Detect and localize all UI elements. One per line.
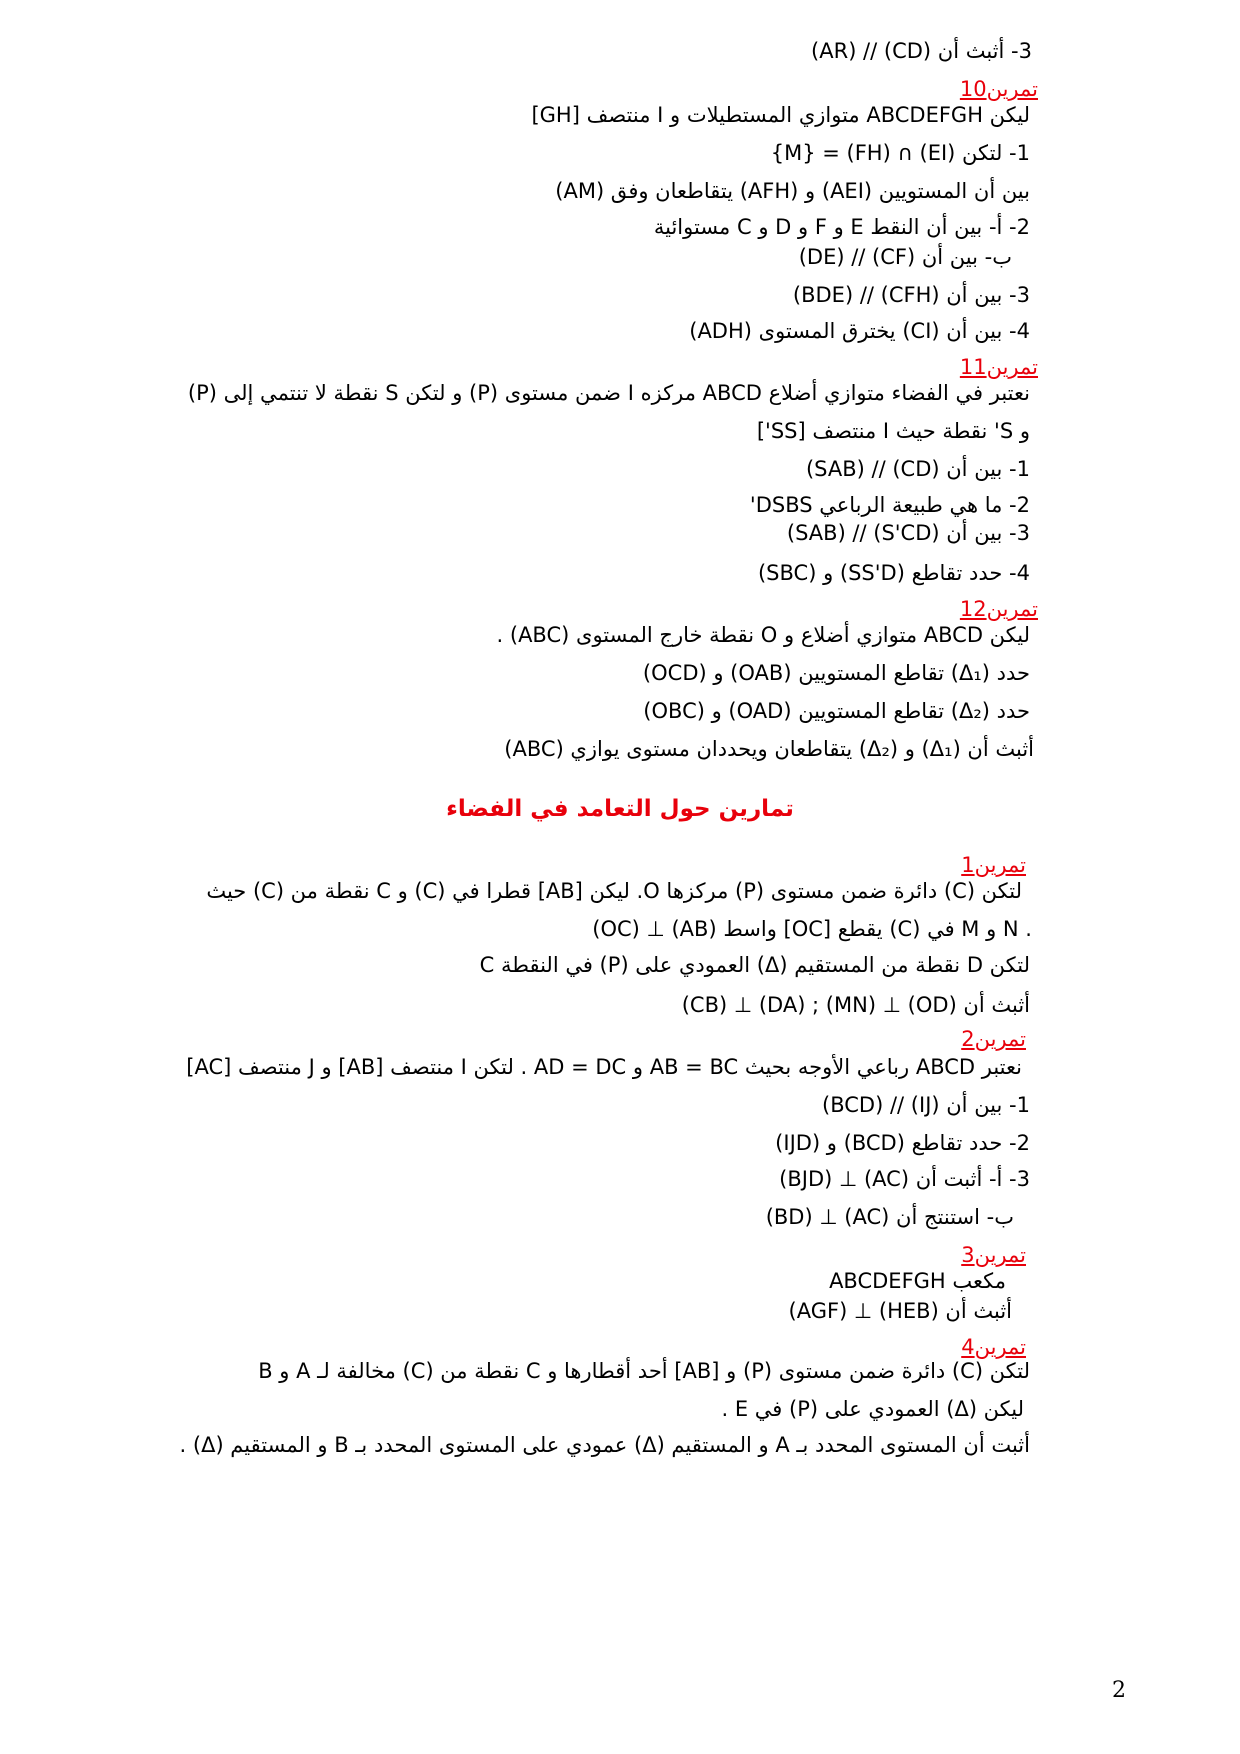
exercise-line: ABCDEFGH مكعب [829, 1269, 1006, 1293]
exercise-line: 1- بين أن (CD) // (SAB) [805, 457, 1030, 481]
exercise-heading: تمرين2 [961, 1027, 1026, 1051]
exercise-line: ب- استنتج أن (AC) ⊥ (BD) [765, 1205, 1014, 1229]
exercise-line: لتكن (C) دائرة ضمن مستوى (P) و [AB] أحد أقطارها و C نقطة من (C) مخالفة لـ A و B [258, 1359, 1030, 1383]
exercise-line: ليكن ABCD متوازي أضلاع و O نقطة خارج المستوى (ABC) . [496, 623, 1030, 647]
exercise-line: 2- أ- بين أن النقط E و F و D و C مستوائية [653, 215, 1030, 239]
exercise-line: 1- لتكن (EI) ∩ (FH) = {M} [770, 141, 1030, 165]
section-title: تمارين حول التعامد في الفضاء [446, 796, 794, 822]
page-number: 2 [1112, 1678, 1126, 1703]
exercise-heading: تمرين12 [959, 597, 1038, 621]
exercise-line: أثبث أن (HEB) ⊥ (AGF) [788, 1299, 1012, 1323]
exercise-heading: تمرين11 [959, 355, 1038, 379]
exercise-line: 3- بين أن (CFH) // (BDE) [792, 283, 1030, 307]
exercise-line: (OC) ⊥ (AB) واسط [OC] يقطع (C) في M و N . [592, 917, 1032, 941]
exercise-line: نعتبر ABCD رباعي الأوجه بحيث AB = BC و AD = DC . لتكن I منتصف [AB] و J منتصف [AC] [186, 1055, 1022, 1079]
exercise-line: حدد (Δ₁) تقاطع المستويين (OAB) و (OCD) [642, 661, 1030, 685]
exercise-line: لتكن D نقطة من المستقيم (Δ) العمودي على (P) في النقطة C [479, 953, 1030, 977]
exercise-line: ليكن ABCDEFGH متوازي المستطيلات و I منتصف [GH] [531, 103, 1030, 127]
exercise-line: 2- ما هي طبيعة الرباعي DSBS' [749, 493, 1030, 517]
exercise-heading: تمرين10 [959, 77, 1038, 101]
exercise-line: 3- أثبث أن (CD) // (AR) [811, 39, 1032, 63]
exercise-line: بين أن المستويين (AEI) و (AFH) يتقاطعان وفق (AM) [555, 179, 1030, 203]
exercise-line: ليكن (Δ) العمودي على (P) في E . [721, 1397, 1024, 1421]
exercise-line: ب- بين أن (CF) // (DE) [798, 245, 1012, 269]
exercise-line: أثبت أن المستوى المحدد بـ A و المستقيم (Δ) عمودي على المستوى المحدد بـ B و المستقيم (Δ) . [179, 1433, 1030, 1457]
exercise-heading: تمرين3 [961, 1243, 1026, 1267]
exercise-line: 3- أ- أثبت أن (AC) ⊥ (BJD) [779, 1167, 1030, 1191]
exercise-line: 4- بين أن (CI) يخترق المستوى (ADH) [689, 319, 1030, 343]
exercise-line: أثبث أن (Δ₁) و (Δ₂) يتقاطعان ويحددان مستوى يوازي (ABC) [504, 737, 1034, 761]
exercise-line: 1- بين أن (IJ) // (BCD) [822, 1093, 1030, 1117]
exercise-line: و S' نقطة حيث I منتصف [SS'] [756, 419, 1030, 443]
exercise-heading: تمرين4 [961, 1335, 1026, 1359]
exercise-line: لتكن (C) دائرة ضمن مستوى (P) مركزها O. ليكن [AB] قطرا في (C) و C نقطة من (C) حيث [206, 879, 1022, 903]
exercise-line: 3- بين أن (S'CD) // (SAB) [786, 521, 1030, 545]
exercise-line: 2- حدد تقاطع (BCD) و (IJD) [775, 1131, 1030, 1155]
exercise-heading: تمرين1 [961, 853, 1026, 877]
exercise-line: أثبث أن (OD) ⊥ (MN) ; (DA) ⊥ (CB) [681, 993, 1030, 1017]
exercise-line: نعتبر في الفضاء متوازي أضلاع ABCD مركزه I ضمن مستوى (P) و لتكن S نقطة لا تنتمي إلى (P) [187, 381, 1030, 405]
exercise-line: 4- حدد تقاطع (SS'D) و (SBC) [757, 561, 1030, 585]
exercise-line: حدد (Δ₂) تقاطع المستويين (OAD) و (OBC) [643, 699, 1030, 723]
